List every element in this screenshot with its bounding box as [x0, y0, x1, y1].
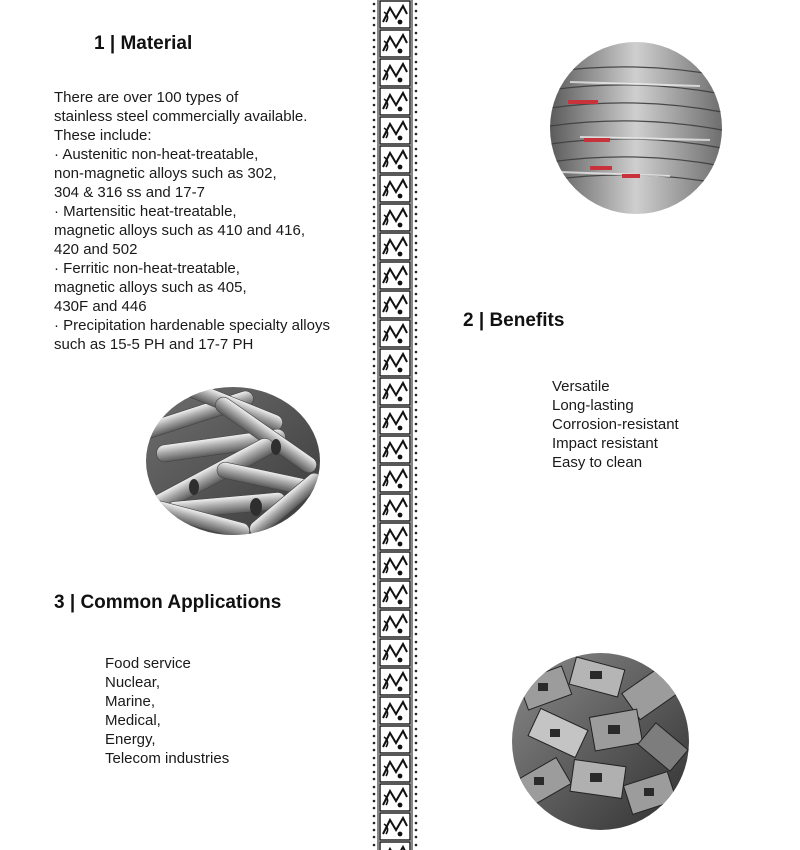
applications-item: Medical, — [105, 712, 161, 729]
material-line: magnetic alloys such as 405, — [54, 279, 247, 296]
material-heading: 1 | Material — [94, 33, 193, 54]
benefits-item: Versatile — [552, 378, 610, 395]
applications-heading: 3 | Common Applications — [54, 592, 282, 613]
applications-item: Nuclear, — [105, 674, 161, 691]
material-line: · Precipitation hardenable specialty alloys — [54, 317, 330, 334]
benefits-item: Easy to clean — [552, 454, 643, 471]
applications-list — [105, 654, 229, 768]
decorative-strip — [370, 0, 420, 850]
benefits-list — [552, 377, 679, 472]
benefits-item: Long-lasting — [552, 397, 634, 414]
material-description — [54, 88, 330, 354]
applications-item: Food service — [105, 655, 191, 672]
material-line: magnetic alloys such as 410 and 416, — [54, 222, 305, 239]
applications-item: Energy, — [105, 731, 156, 748]
material-line: There are over 100 types of — [54, 89, 239, 106]
material-line: 430F and 446 — [54, 298, 147, 315]
material-line: such as 15-5 PH and 17-7 PH — [54, 336, 254, 353]
benefits-item: Corrosion-resistant — [552, 416, 679, 433]
applications-item: Marine, — [105, 693, 156, 710]
benefits-heading: 2 | Benefits — [463, 310, 565, 331]
material-line: · Martensitic heat-treatable, — [54, 203, 237, 220]
material-line: 420 and 502 — [54, 241, 138, 258]
applications-item: Telecom industries — [105, 750, 230, 767]
material-line: These include: — [54, 127, 152, 144]
material-line: stainless steel commercially available. — [54, 108, 308, 125]
stamped-parts-photo — [512, 653, 689, 830]
material-line: · Austenitic non-heat-treatable, — [54, 146, 259, 163]
material-line: · Ferritic non-heat-treatable, — [54, 260, 240, 277]
material-line: non-magnetic alloys such as 302, — [54, 165, 277, 182]
steel-tubes-photo — [146, 387, 320, 535]
benefits-item: Impact resistant — [552, 435, 658, 452]
steel-coils-photo — [550, 42, 722, 214]
material-line: 304 & 316 ss and 17-7 — [54, 184, 205, 201]
